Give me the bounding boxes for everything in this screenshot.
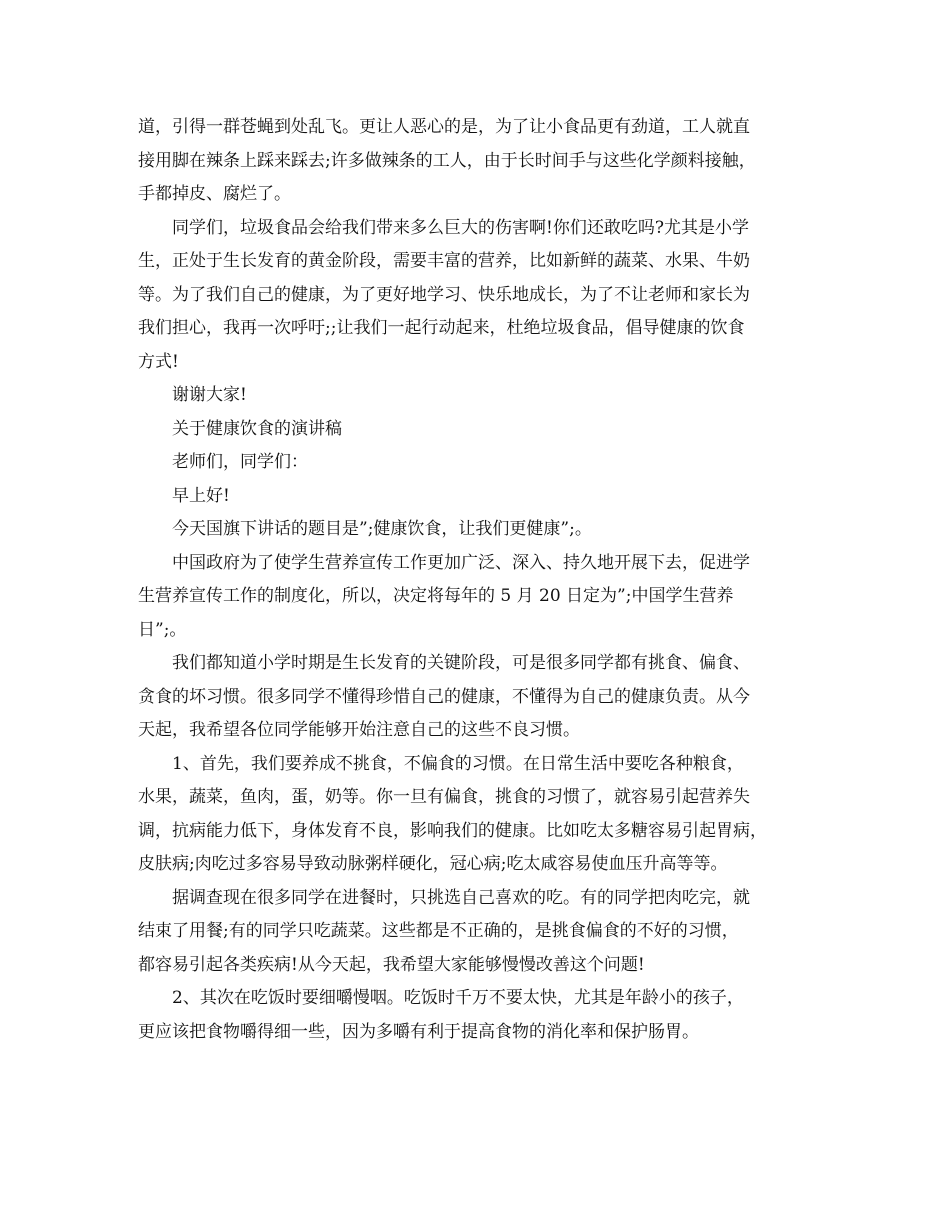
text-line: 1、首先，我们要养成不挑食，不偏食的习惯。在日常生活中要吃各种粮食， — [172, 753, 744, 774]
text-line: 今天国旗下讲话的题目是”;健康饮食，让我们更健康”;。 — [172, 519, 592, 539]
document-body — [138, 111, 810, 1049]
text-line: 贪食的坏习惯。很多同学不懂得珍惜自己的健康，不懂得为自己的健康负责。从今 — [138, 686, 750, 707]
text-line: 同学们，垃圾食品会给我们带来多么巨大的伤害啊!你们还敢吃吗?尤其是小学 — [172, 217, 749, 238]
text-line: 我们担心，我再一次呼吁;;让我们一起行动起来，杜绝垃圾食品，倡导健康的饮食 — [138, 318, 745, 338]
text-line: 日”;。 — [138, 619, 187, 640]
text-line: 更应该把食物嚼得细一些，因为多嚼有利于提高食物的消化率和保护肠胃。 — [138, 1021, 699, 1042]
text-line: 生，正处于生长发育的黄金阶段，需要丰富的营养，比如新鲜的蔬菜、水果、牛奶 — [138, 251, 750, 271]
text-line: 调，抗病能力低下，身体发育不良，影响我们的健康。比如吃太多糖容易引起胃病， — [138, 820, 767, 841]
text-line: 都容易引起各类疾病!从今天起，我希望大家能够慢慢改善这个问题! — [138, 954, 645, 975]
text-line: 结束了用餐;有的同学只吃蔬菜。这些都是不正确的，是挑食偏食的不好的习惯， — [138, 921, 739, 941]
text-line: 据调查现在很多同学在进餐时，只挑选自己喜欢的吃。有的同学把肉吃完，就 — [172, 887, 750, 908]
text-line: 手都掉皮、腐烂了。 — [138, 184, 291, 204]
text-line: 我们都知道小学时期是生长发育的关键阶段，可是很多同学都有挑食、偏食、 — [172, 653, 750, 673]
text-line: 中国政府为了使学生营养宣传工作更加广泛、深入、持久地开展下去，促进学 — [172, 552, 750, 573]
text-line: 道，引得一群苍蝇到处乱飞。更让人恶心的是，为了让小食品更有劲道，工人就直 — [138, 117, 750, 137]
text-line: 谢谢大家! — [172, 385, 247, 405]
text-line: 等。为了我们自己的健康，为了更好地学习、快乐地成长，为了不让老师和家长为 — [138, 284, 750, 305]
text-line: 接用脚在辣条上踩来踩去;许多做辣条的工人，由于长时间手与这些化学颜料接触， — [138, 150, 756, 171]
text-line: 生营养宣传工作的制度化，所以，决定将每年的 5 月 20 日定为”;中国学生营养 — [138, 586, 734, 606]
text-line: 方式! — [138, 351, 179, 372]
text-line: 皮肤病;肉吃过多容易导致动脉粥样硬化，冠心病;吃太咸容易使血压升高等等。 — [138, 854, 728, 874]
text-line: 早上好! — [172, 485, 230, 506]
text-line: 水果，蔬菜，鱼肉，蛋，奶等。你一旦有偏食，挑食的习惯了，就容易引起营养失 — [138, 787, 750, 807]
text-line: 天起，我希望各位同学能够开始注意自己的这些不良习惯。 — [138, 720, 580, 740]
text-line: 老师们，同学们： — [172, 452, 308, 472]
text-line: 2、其次在吃饭时要细嚼慢咽。吃饭时千万不要太快，尤其是年龄小的孩子， — [172, 988, 744, 1008]
text-line: 关于健康饮食的演讲稿 — [172, 418, 342, 439]
